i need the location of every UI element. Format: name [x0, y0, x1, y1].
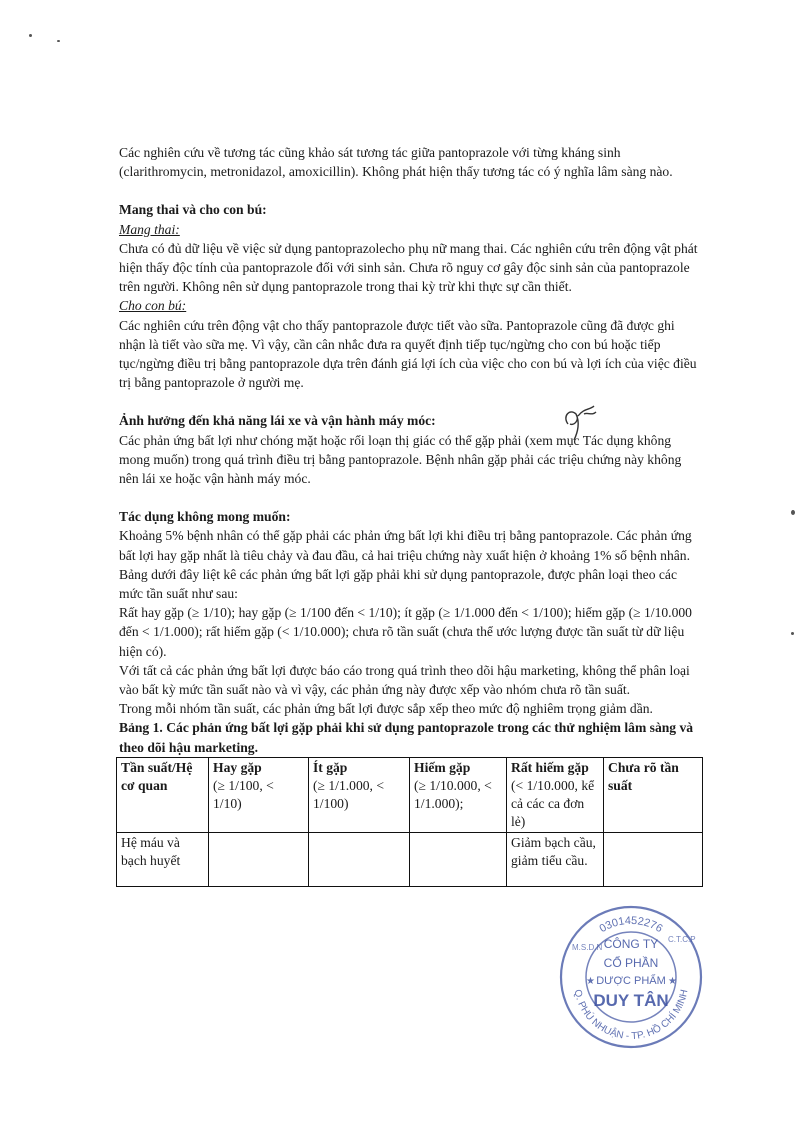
- table-cell: [410, 832, 507, 886]
- svg-text:★: ★: [668, 976, 677, 987]
- adverse-paragraph-2: Bảng dưới đây liệt kê các phản ứng bất lợi gặp phải khi sử dụng pantoprazole, được phân loại theo các mức tần suất như sau:: [119, 566, 677, 602]
- driving-paragraph: Các phản ứng bất lợi như chóng mặt hoặc rối loạn thị giác có thể gặp phải (xem mục Tác dụng không mong muốn) trong quá trình điều trị bằng pantoprazole. Bệnh nhân gặp phải các triệu chứng này không nên lái xe hoặc vận hành máy móc.: [119, 432, 682, 487]
- intro-paragraph: Các nghiên cứu về tương tác cũng khảo sát tương tác giữa pantoprazole với từng kháng sinh (clarithromycin, metronidazol, amoxicillin). Không phát hiện thấy tương tác có ý nghĩa lâm sàng nào.: [119, 145, 673, 180]
- company-seal: [556, 902, 706, 1052]
- svg-text:DUY TÂN: DUY TÂN: [593, 991, 669, 1010]
- svg-text:DƯỢC PHẨM: DƯỢC PHẨM: [596, 975, 666, 987]
- pregnancy-heading: Mang thai và cho con bú:: [119, 202, 267, 218]
- lactation-subheading: Cho con bú:: [119, 298, 187, 314]
- header-cell-organ: Tần suất/Hệ cơ quan: [117, 757, 209, 832]
- scan-speck: [29, 34, 32, 37]
- svg-text:0301452276: 0301452276: [597, 914, 665, 936]
- table-caption: Bảng 1. Các phản ứng bất lợi gặp phải khi sử dụng pantoprazole trong các thử nghiệm lâm sàng và theo dõi hậu marketing.: [119, 720, 694, 755]
- scan-speck: [791, 510, 795, 515]
- svg-text:M.S.D.N: M.S.D.N: [572, 943, 603, 952]
- adverse-paragraph-5: Trong mỗi nhóm tần suất, các phản ứng bất lợi được sắp xếp theo mức độ nghiêm trọng giảm dần.: [119, 701, 653, 717]
- adverse-paragraph-4: Với tất cả các phản ứng bất lợi được báo cáo trong quá trình theo dõi hậu marketing, không thể phân loại vào bất kỳ mức tần suất nào và vì vậy, các phản ứng này được xếp vào nhóm chưa rõ tần suất.: [119, 662, 690, 698]
- header-cell-unknown: Chưa rõ tần suất: [604, 757, 703, 832]
- svg-text:CÔNG TY: CÔNG TY: [603, 937, 659, 951]
- pregnancy-subheading: Mang thai:: [119, 221, 180, 237]
- adverse-paragraph-1: Khoảng 5% bệnh nhân có thể gặp phải các phản ứng bất lợi khi điều trị bằng pantoprazole. Các phản ứng bất lợi hay gặp nhất là tiêu chảy và đau đầu, cả hai triệu chứng này xuất hiện ở khoảng 1% số bệnh nhân.: [119, 528, 692, 563]
- scan-speck: [57, 40, 60, 42]
- table-header-row: [117, 757, 703, 832]
- header-cell-rare: Hiếm gặp (≥ 1/10.000, < 1/1.000);: [410, 757, 507, 832]
- header-cell-uncommon: Ít gặp (≥ 1/1.000, < 1/100): [309, 757, 410, 832]
- document-page: [119, 143, 701, 887]
- table-cell: [309, 832, 410, 886]
- table-cell: [209, 832, 309, 886]
- scan-speck: [791, 632, 794, 635]
- adverse-heading: Tác dụng không mong muốn:: [119, 509, 291, 525]
- driving-heading: Ảnh hưởng đến khả năng lái xe và vận hành máy móc:: [119, 413, 436, 429]
- header-cell-common: Hay gặp (≥ 1/100, < 1/10): [209, 757, 309, 832]
- table-row: [117, 832, 703, 886]
- svg-text:★: ★: [586, 976, 595, 987]
- svg-text:C.T.C.P: C.T.C.P: [668, 935, 696, 944]
- adverse-reactions-table: [116, 757, 703, 887]
- lactation-paragraph: Các nghiên cứu trên động vật cho thấy pantoprazole được tiết vào sữa. Pantoprazole cũng đã được ghi nhận là tiết vào sữa mẹ. Vì vậy, cần cân nhắc đưa ra quyết định tiếp tục/ngừng cho con bú hoặc tiếp tục/ngừng điều trị bằng pantoprazole dựa trên đánh giá lợi ích của việc cho con bú và lợi ích của việc điều trị bằng pantoprazole ở người mẹ.: [119, 317, 697, 391]
- table-cell: Giảm bạch cầu, giảm tiểu cầu.: [507, 832, 604, 886]
- header-cell-very-rare: Rất hiếm gặp (< 1/10.000, kể cả các ca đơn lẻ): [507, 757, 604, 832]
- svg-text:CỔ PHẦN: CỔ PHẦN: [603, 956, 659, 970]
- adverse-paragraph-3: Rất hay gặp (≥ 1/10); hay gặp (≥ 1/100 đến < 1/10); ít gặp (≥ 1/1.000 đến < 1/100); hiếm gặp (≥ 1/10.000 đến < 1/1.000); rất hiếm gặp (< 1/10.000); chưa rõ tần suất (chưa thể ước lượng được tần suất từ dữ liệu hiện có).: [119, 605, 692, 659]
- handwritten-initials: [560, 402, 602, 442]
- pregnancy-paragraph: Chưa có đủ dữ liệu về việc sử dụng pantoprazolecho phụ nữ mang thai. Các nghiên cứu trên động vật phát hiện thấy độc tính của pantoprazole đối với sinh sản. Chưa rõ nguy cơ gây độc sinh sản của pantoprazole trên người. Không nên sử dụng pantoprazole trong thai kỳ trừ khi thực sự cần thiết.: [119, 240, 698, 295]
- svg-text:Q. PHÚ NHUẬN - TP. HỒ CHÍ MINH: Q. PHÚ NHUẬN - TP. HỒ CHÍ MINH: [571, 988, 691, 1043]
- table-cell: [604, 832, 703, 886]
- table-cell: Hệ máu và bạch huyết: [117, 832, 209, 886]
